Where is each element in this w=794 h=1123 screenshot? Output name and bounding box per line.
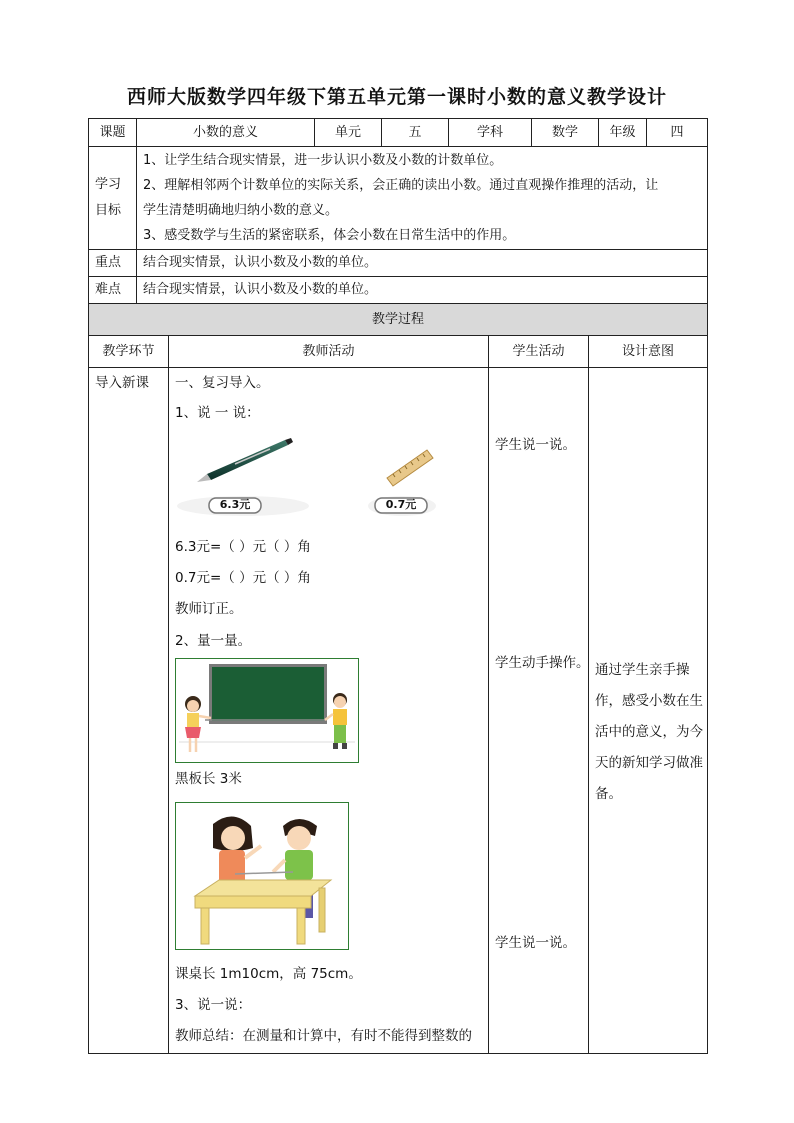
col-teacher: 教师活动 (169, 336, 489, 368)
objectives-text: 1、让学生结合现实情景，进一步认识小数及小数的计数单位。 2、理解相邻两个计数单位的实际关系，会正确的读出小数。通过直观操作推理的活动，让 学生清楚明确地归纳小数的意义。 3、感受数学与生活的紧密联系，体会小数在日常生活中的作用。 (137, 147, 708, 250)
measure-heading: 2、量一量。 (175, 633, 252, 649)
col-stage: 教学环节 (89, 336, 169, 368)
stage-cell (89, 368, 169, 1054)
objectives-label: 学习 目标 (89, 147, 137, 250)
lesson-value: 小数的意义 (137, 119, 315, 147)
desk-image (175, 802, 349, 950)
student-activity-1: 学生说一说。 (495, 437, 576, 453)
desk-size: 课桌长 1m10cm，高 75cm。 (175, 966, 362, 982)
grade-label: 年级 (599, 119, 647, 147)
lesson-info-table (88, 118, 708, 304)
say-heading-2: 3、说一说： (175, 997, 252, 1013)
grade-value: 四 (647, 119, 708, 147)
ruler-price: 0.7元 (385, 498, 417, 511)
lesson-label: 课题 (89, 119, 137, 147)
subject-value: 数学 (532, 119, 599, 147)
question-2: 0.7元=（ ）元（ ）角 (175, 570, 311, 586)
key-point-label: 重点 (89, 250, 137, 277)
student-activity-cell (489, 368, 589, 1054)
unit-label: 单元 (315, 119, 382, 147)
design-intent-cell (589, 368, 708, 1054)
stage-name: 导入新课 (95, 375, 149, 391)
process-table (88, 303, 708, 1054)
teacher-activity-cell (169, 368, 489, 1054)
teacher-summary: 教师总结：在测量和计算中，有时不能得到整数的 (175, 1028, 472, 1044)
question-1: 6.3元=（ ）元（ ）角 (175, 539, 311, 555)
design-intent: 通过学生亲手操作，感受小数在生活中的意义，为今天的新知学习做准备。 (595, 662, 703, 802)
student-activity-3: 学生说一说。 (495, 935, 576, 951)
pen-price: 6.3元 (219, 498, 251, 511)
teacher-correct: 教师订正。 (175, 601, 243, 617)
review-heading: 一、复习导入。 (175, 375, 270, 391)
subject-label: 学科 (449, 119, 532, 147)
unit-value: 五 (382, 119, 449, 147)
col-student: 学生活动 (489, 336, 589, 368)
say-heading: 1、说 一 说： (175, 405, 260, 421)
difficult-point-label: 难点 (89, 277, 137, 304)
key-point-text: 结合现实情景，认识小数及小数的单位。 (137, 250, 708, 277)
page-title: 西师大版数学四年级下第五单元第一课时小数的意义教学设计 (126, 86, 667, 108)
student-activity-2: 学生动手操作。 (495, 655, 590, 671)
process-header: 教学过程 (89, 304, 708, 336)
blackboard-image (175, 658, 359, 763)
difficult-point-text: 结合现实情景，认识小数及小数的单位。 (137, 277, 708, 304)
col-intent: 设计意图 (589, 336, 708, 368)
board-length: 黑板长 3米 (175, 771, 242, 787)
